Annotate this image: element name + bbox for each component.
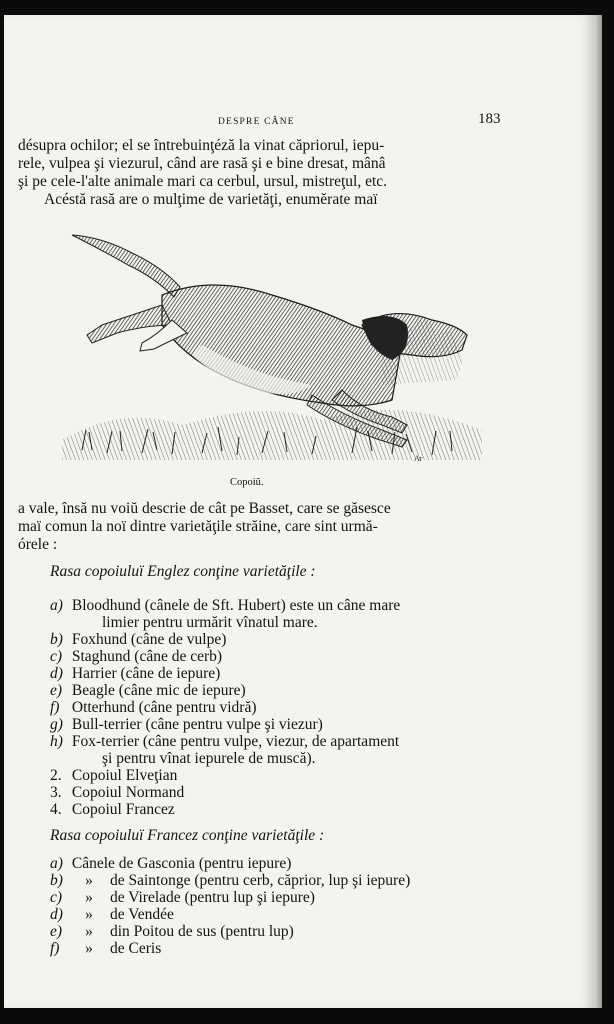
running-header: DESPRE CÂNE — [218, 117, 295, 127]
list-item: a) Bloodhund (cânele de Sft. Hubert) este un câne mare — [50, 597, 401, 614]
numbered-item: 4. Copoiul Francez — [50, 801, 175, 818]
text-line: órele : — [18, 536, 58, 553]
figure-caption: Copoiŭ. — [230, 477, 264, 488]
english-section-title: Rasa copoiuluï Englez conţine varietăţile : — [50, 563, 316, 580]
french-varieties-list — [50, 855, 500, 957]
list-item: g) Bull-terrier (câne pentru vulpe şi viezur) — [50, 716, 323, 733]
page-edge-shadow — [594, 15, 602, 1008]
text-line: désupra ochilor; el se întrebuinţéză la vinat căpriorul, iepu- — [18, 137, 385, 154]
list-item: f) Otterhund (câne pentru vidră) — [50, 699, 257, 716]
hound-engraving-icon — [62, 225, 482, 475]
list-item: d) » de Vendée — [50, 906, 174, 923]
engraver-signature: Ar — [414, 454, 423, 463]
english-varieties-list — [50, 597, 500, 818]
text-line: şi pe cele-l'alte animale mari ca cerbul, ursul, mistreţul, etc. — [18, 173, 388, 190]
continuation-paragraph — [18, 500, 508, 554]
french-section-title: Rasa copoiuluï Francez conţine varietăţile : — [50, 827, 325, 844]
list-item: a) Cânele de Gasconia (pentru iepure) — [50, 855, 292, 872]
book-page — [4, 15, 594, 1008]
numbered-item: 2. Copoiul Elveţian — [50, 767, 178, 784]
list-item-continuation: limier pentru urmărit vînatul mare. — [102, 614, 318, 631]
list-item: h) Fox-terrier (câne pentru vulpe, viezur, de apartament — [50, 733, 400, 750]
list-item: f) » de Ceris — [50, 940, 162, 957]
list-item-continuation: şi pentru vînat iepurele de muscă). — [102, 750, 316, 767]
list-item: e) » din Poitou de sus (pentru lup) — [50, 923, 294, 940]
numbered-item: 3. Copoiul Normand — [50, 784, 185, 801]
list-item: b) Foxhund (câne de vulpe) — [50, 631, 227, 648]
list-item: c) » de Virelade (pentru lup şi iepure) — [50, 889, 315, 906]
list-item: b) » de Saintonge (pentru cerb, căprior, lup şi iepure) — [50, 872, 411, 889]
text-line: maï comun la noï dintre varietăţile străine, care sint urmă- — [18, 518, 378, 535]
list-item: e) Beagle (câne mic de iepure) — [50, 682, 246, 699]
text-line: rele, vulpea şi viezurul, când are rasă şi e bine dresat, mânâ — [18, 155, 386, 172]
text-line: Acéstă rasă are o mulţime de varietăţi, enumĕrate maï — [44, 191, 378, 208]
list-item: c) Staghund (câne de cerb) — [50, 648, 223, 665]
text-line: a vale, însă nu voiŭ descrie de cât pe Basset, care se găsesce — [18, 500, 391, 517]
list-item: d) Harrier (câne de iepure) — [50, 665, 221, 682]
intro-paragraph — [18, 137, 508, 209]
page-number: 183 — [478, 111, 501, 127]
